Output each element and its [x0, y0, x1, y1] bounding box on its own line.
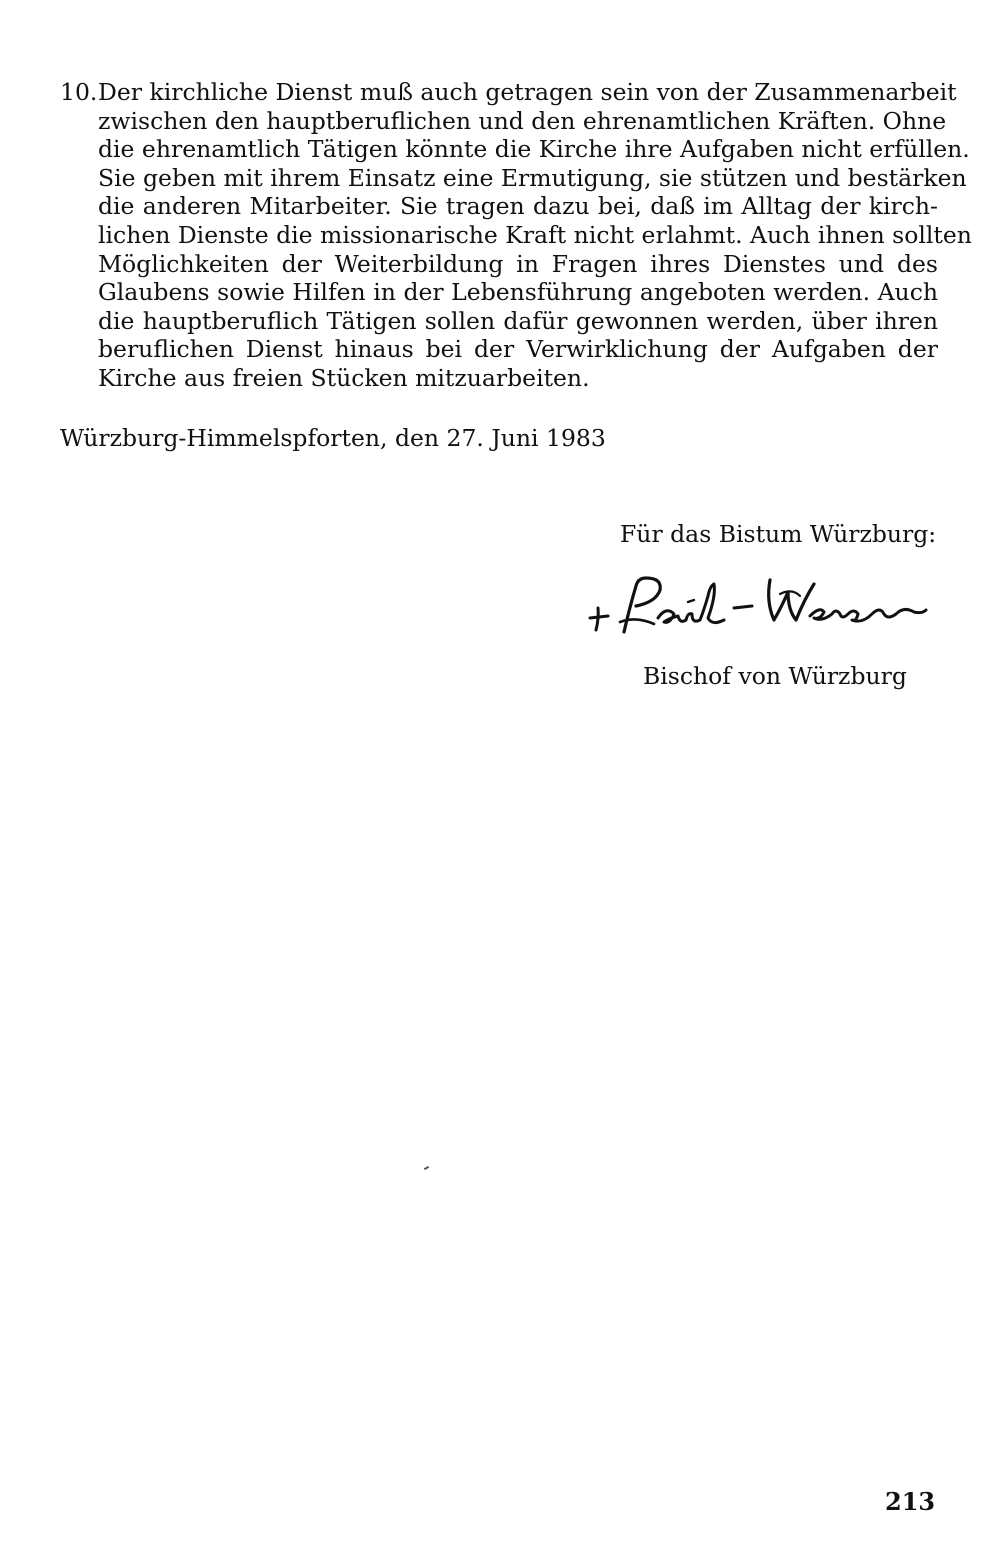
paragraph-line: Kirche aus freien Stücken mitzuarbeiten. [98, 363, 590, 392]
paragraph-body [98, 78, 972, 393]
handwritten-signature [584, 566, 932, 640]
paragraph-line: Sie geben mit ihrem Einsatz eine Ermutigung, sie stützen und bestärken [98, 163, 967, 192]
print-speck [424, 1166, 429, 1170]
paragraph-line: Möglichkeiten der Weiterbildung in Fragen ihres Dienstes und des [98, 249, 938, 278]
paragraph-number: 10. [60, 78, 98, 106]
paragraph-line: Glaubens sowie Hilfen in der Lebensführung angeboten werden. Auch [98, 278, 938, 307]
page-number: 213 [885, 1487, 936, 1516]
for-diocese-line: Für das Bistum Würzburg: [620, 520, 937, 548]
paragraph-line: beruflichen Dienst hinaus bei der Verwirklichung der Aufgaben der [98, 335, 938, 364]
paragraph-line: Der kirchliche Dienst muß auch getragen sein von der Zusammenarbeit [98, 78, 957, 106]
paragraph-line: lichen Dienste die missionarische Kraft nicht erlahmt. Auch ihnen sollten [98, 220, 972, 249]
signer-title: Bischof von Würzburg [643, 662, 907, 690]
paragraph-line: die anderen Mitarbeiter. Sie tragen dazu bei, daß im Alltag der kirch- [98, 192, 938, 221]
paragraph-line: die ehrenamtlich Tätigen könnte die Kirche ihre Aufgaben nicht erfüllen. [98, 135, 970, 164]
place-and-date: Würzburg-Himmelspforten, den 27. Juni 1983 [60, 424, 606, 452]
paragraph-line: die hauptberuflich Tätigen sollen dafür gewonnen werden, über ihren [98, 306, 938, 335]
paragraph-line: zwischen den hauptberuflichen und den ehrenamtlichen Kräften. Ohne [98, 106, 947, 135]
